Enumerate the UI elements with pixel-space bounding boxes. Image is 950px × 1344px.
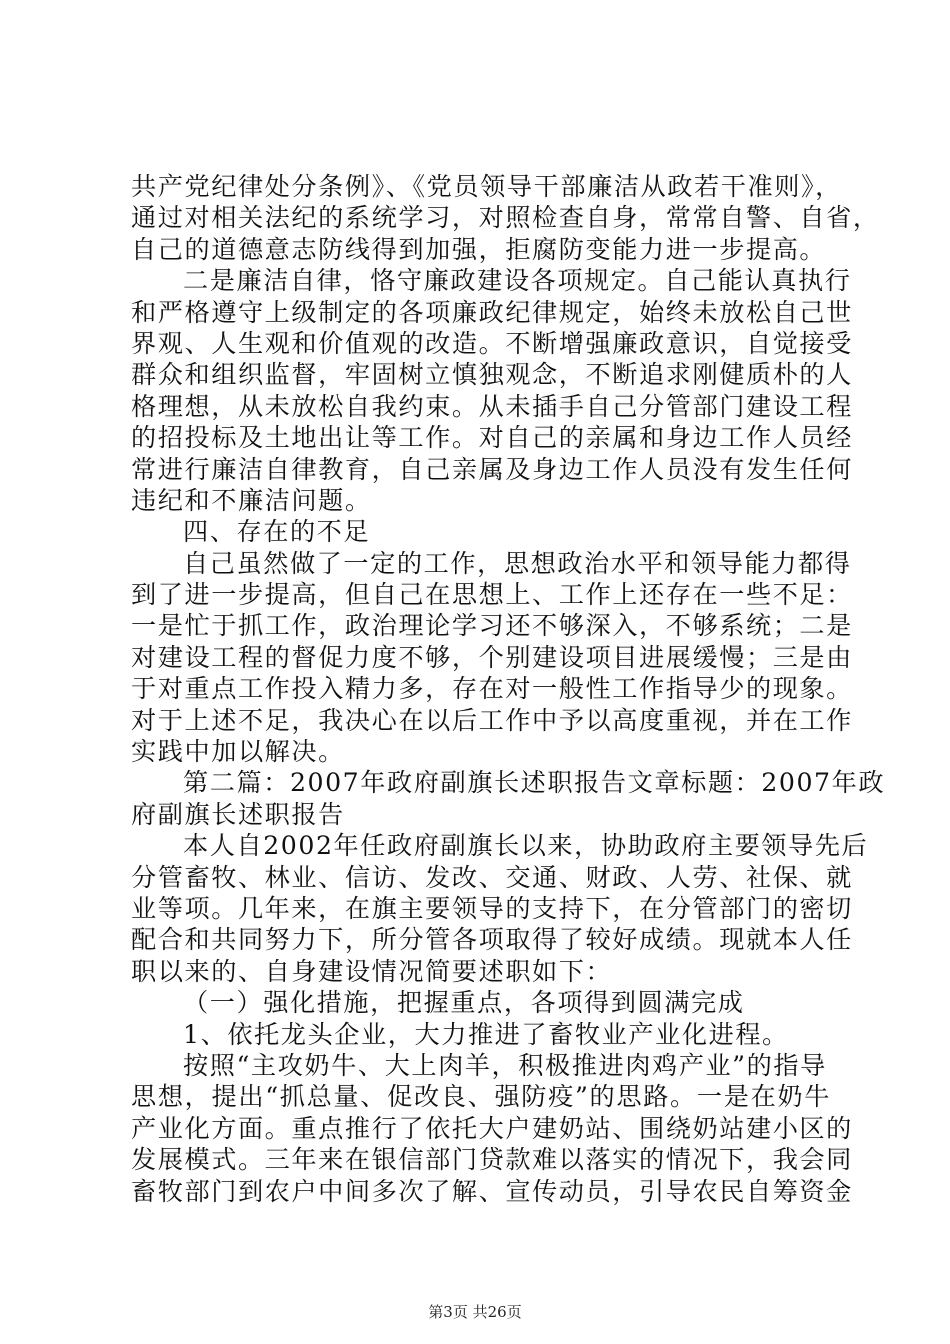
text-line: 本人自2002年任政府副旗长以来，协助政府主要领导先后 [183,831,869,861]
text-line: 于对重点工作投入精力多，存在对一般性工作指导少的现象。 [131,674,853,704]
page-number-footer: 第3页 共26页 [428,1303,522,1321]
subsection-heading: （一）强化措施，把握重点，各项得到圆满完成 [183,988,745,1018]
text-line: 分管畜牧、林业、信访、发改、交通、财政、人劳、社保、就 [131,862,853,892]
section-heading: 四、存在的不足 [183,517,371,547]
text-line: 格理想，从未放松自我约束。从未插手自己分管部门建设工程 [131,391,853,421]
text-line: 思想，提出“抓总量、促改良、强防疫”的思路。一是在奶牛 [131,1082,831,1112]
text-line: 违纪和不廉洁问题。 [131,485,372,515]
document-body [131,171,886,1207]
text-line: 到了进一步提高，但自己在思想上、工作上还存在一些不足： [131,580,853,610]
text-line: 业等项。几年来，在旗主要领导的支持下，在分管部门的密切 [131,893,853,923]
text-line: 按照“主攻奶牛、大上肉羊，积极推进肉鸡产业”的指导 [183,1050,827,1080]
text-line: 二是廉洁自律，恪守廉政建设各项规定。自己能认真执行 [183,266,852,296]
text-line: 和严格遵守上级制定的各项廉政纪律规定，始终未放松自己世 [131,297,853,327]
text-line: 的招投标及土地出让等工作。对自己的亲属和身边工作人员经 [131,423,853,453]
text-line: 畜牧部门到农户中间多次了解、宣传动员，引导农民自筹资金 [131,1176,853,1206]
text-line: 界观、人生观和价值观的改造。不断增强廉政意识，自觉接受 [131,328,853,358]
text-line: 配合和共同努力下，所分管各项取得了较好成绩。现就本人任 [131,925,853,955]
text-line: 通过对相关法纪的系统学习，对照检查自身，常常自警、自省， [131,203,880,233]
text-line: 对于上述不足，我决心在以后工作中予以高度重视，并在工作 [131,705,853,735]
text-line: 群众和组织监督，牢固树立慎独观念，不断追求刚健质朴的人 [131,360,853,390]
text-line: 发展模式。三年来在银信部门贷款难以落实的情况下，我会同 [131,1145,853,1175]
text-line: 自己的道德意志防线得到加强，拒腐防变能力进一步提高。 [131,234,827,264]
text-line: 产业化方面。重点推行了依托大户建奶站、围绕奶站建小区的 [131,1113,853,1143]
text-line: 常进行廉洁自律教育，自己亲属及身边工作人员没有发生任何 [131,454,853,484]
text-line: 职以来的、自身建设情况简要述职如下： [131,956,613,986]
article-title-line: 府副旗长述职报告 [131,799,345,829]
text-line: 自己虽然做了一定的工作，思想政治水平和领导能力都得 [183,548,852,578]
text-line: 一是忙于抓工作，政治理论学习还不够深入，不够系统；二是 [131,611,853,641]
text-line: 实践中加以解决。 [131,737,345,767]
subsection-heading: 1、依托龙头企业，大力推进了畜牧业产业化进程。 [183,1019,789,1049]
text-line: 共产党纪律处分条例》、《党员领导干部廉洁从政若干准则》， [131,172,842,201]
text-line: 对建设工程的督促力度不够，个别建设项目进展缓慢；三是由 [131,642,853,672]
article-title-line: 第二篇：2007年政府副旗长述职报告文章标题：2007年政 [183,768,886,798]
